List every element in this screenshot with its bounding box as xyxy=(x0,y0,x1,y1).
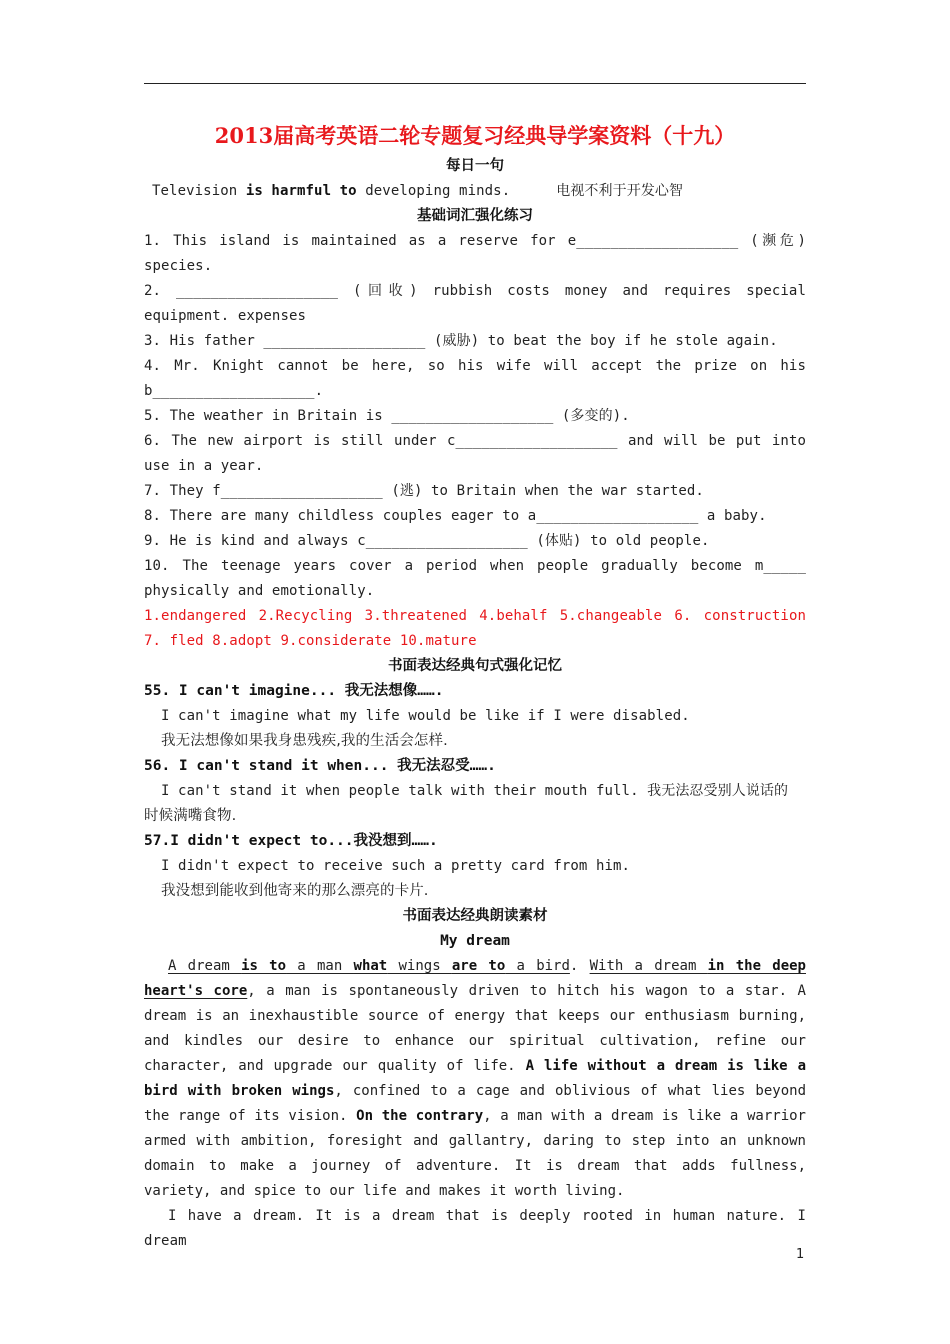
page-number: 1 xyxy=(796,1247,805,1262)
pattern-example: I didn't expect to receive such a pretty card from him. xyxy=(161,858,631,874)
vocab-line: 2. ___________________ (回收) rubbish costs money and requires special xyxy=(144,283,806,299)
vocab-line: equipment. expenses xyxy=(144,308,307,324)
pattern-example: I can't imagine what my life would be like if I were disabled. xyxy=(161,708,690,724)
vocab-line: 5. The weather in Britain is ___________________ (多变的). xyxy=(144,408,630,424)
pattern-translation: 我无法想像如果我身患残疾,我的生活会怎样. xyxy=(161,733,448,749)
reading-paragraph-2: I have a dream. It is a dream that is deeply rooted in human nature. I dream xyxy=(144,1208,806,1249)
pattern-head: 56. I can't stand it when... 我无法忍受……. xyxy=(144,758,496,774)
pattern-head: 57.I didn't expect to...我没想到……. xyxy=(144,833,438,849)
answer-line: 1.endangered 2.Recycling 3.threatened 4.behalf 5.changeable 6. construction xyxy=(144,608,806,624)
pattern-head: 55. I can't imagine... 我无法想像……. xyxy=(144,683,444,699)
vocab-line: 1. This island is maintained as a reserve for e___________________ (濒危) xyxy=(144,233,806,249)
pattern-example: I can't stand it when people talk with their mouth full. 我无法忍受别人说话的 xyxy=(161,783,789,799)
vocab-line: physically and emotionally. xyxy=(144,583,375,599)
vocab-line: 3. His father ___________________ (威胁) to beat the boy if he stole again. xyxy=(144,333,778,349)
vocab-line: species. xyxy=(144,258,213,274)
daily-sentence: Television is harmful to developing minds. 电视不利于开发心智 xyxy=(152,183,684,199)
header-rule xyxy=(144,83,806,84)
document-body xyxy=(144,118,806,1254)
vocab-line: b___________________. xyxy=(144,383,324,399)
pattern-translation: 时候满嘴食物. xyxy=(144,808,237,824)
daily-heading: 每日一句 xyxy=(446,158,504,174)
pattern-translation: 我没想到能收到他寄来的那么漂亮的卡片. xyxy=(161,883,429,899)
vocab-line: use in a year. xyxy=(144,458,264,474)
reading-paragraph: A dream is to a man what wings are to a bird. With a dream in the deep heart's core, a man is spontaneously driven to hitch his wagon to a star. A dream is an inexhaustible source of energy that keeps our enthusiasm burning, and kindles our desire to enhance our spiritual cultivation, refine our character, and upgrade our quality of life. A life without a dream is like a bird with broken wings, confined to a cage and oblivious of what lies beyond the range of its vision. On the contrary, a man with a dream is like a warrior armed with ambition, foresight and gallantry, daring to step into an unknown domain to make a journey of adventure. It is dream that adds fullness, variety, and spice to our life and makes it worth living. xyxy=(144,958,807,1199)
reading-heading: 书面表达经典朗读素材 xyxy=(402,908,548,924)
patterns-heading: 书面表达经典句式强化记忆 xyxy=(388,658,562,674)
vocab-line: 6. The new airport is still under c___________________ and will be put into xyxy=(144,433,806,449)
vocab-line: 8. There are many childless couples eager to a___________________ a baby. xyxy=(144,508,767,524)
vocab-line: 10. The teenage years cover a period when people gradually become m_____ xyxy=(144,558,806,574)
vocab-line: 4. Mr. Knight cannot be here, so his wife will accept the prize on his xyxy=(144,358,806,374)
vocab-line: 9. He is kind and always c___________________ (体贴) to old people. xyxy=(144,533,710,549)
vocab-line: 7. They f___________________ (逃) to Britain when the war started. xyxy=(144,483,704,499)
answer-line: 7. fled 8.adopt 9.considerate 10.mature xyxy=(144,633,477,649)
vocab-heading: 基础词汇强化练习 xyxy=(417,208,533,224)
reading-subheading: My dream xyxy=(440,933,510,949)
page-title: 2013届高考英语二轮专题复习经典导学案资料（十九） xyxy=(214,123,736,148)
